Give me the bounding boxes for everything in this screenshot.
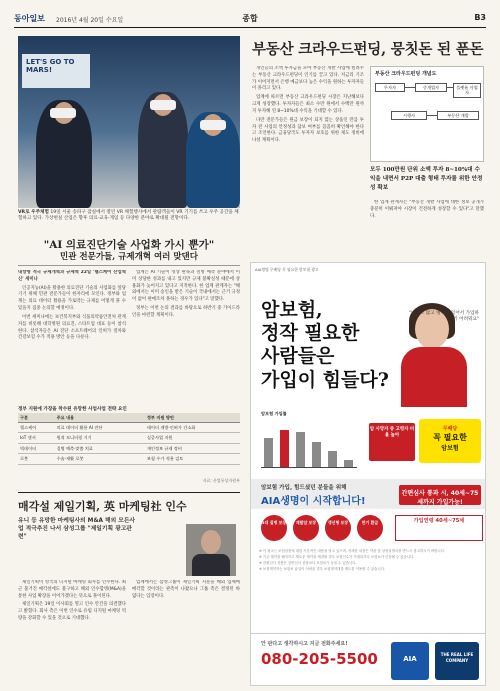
left-story-col1 xyxy=(18,270,126,402)
paragraph: 개인들의 소액 투자금을 모아 부동산 개발 사업에 빌려주는 부동산 크라우드펀딩이 인기를 끌고 있다. 저금리 기조가 이어지면서 은행 예금보다 높은 수익을 원하는 투자자들이 몰리고 있다. xyxy=(252,66,364,92)
bottom-story-col1 xyxy=(18,580,126,684)
crowdfunding-diagram xyxy=(370,66,484,162)
paragraph: 업계에 따르면 부동산 크라우드펀딩 시장은 지난해보다 크게 성장했다. 투자자들은 최소 수만 원에서 수백만 원까지 투자해 연 8~10%대 수익을 기대할 수 있다. xyxy=(252,95,364,114)
paragraph: 제일기획이 영국의 디지털 마케팅 회사를 인수한다. 최근 불거진 매각설에도 불구하고 해외 인수합병(M&A)을 통한 사업 확장을 이어가겠다는 뜻으로 풀이된다. xyxy=(18,580,126,599)
table-cell: 개인정보 규제 정비 xyxy=(145,443,240,453)
table-header: 구분 xyxy=(18,413,55,423)
table-cell: 헬스케어 xyxy=(18,423,55,433)
benefit-circle: 만기 환급 xyxy=(357,515,383,541)
fine-print xyxy=(259,549,481,573)
table-cell: 데이터 개방·인허가 간소화 xyxy=(145,423,240,433)
chart-bar xyxy=(344,460,353,467)
newspaper-brand: 동아일보 xyxy=(14,13,45,23)
fine-line: ※ 보험계약자는 보험료 납입이 어려울 경우 보험계약대출 제도를 이용할 수 있습니다. xyxy=(259,567,386,572)
chart-bar xyxy=(312,442,321,467)
paragraph: 정부는 이번 논의 결과를 바탕으로 하반기 중 가이드라인을 마련할 계획이다. xyxy=(132,306,240,318)
chart-bar xyxy=(328,451,337,467)
ad-band xyxy=(251,479,486,509)
chart-bar xyxy=(280,430,289,467)
bottom-story-col2 xyxy=(132,580,240,684)
fine-line: ※ 기존 계약을 해지하고 새로운 계약을 체결할 경우 보험인수가 거절되거나 보험료가 인상될 수 있습니다. xyxy=(259,555,415,560)
left-story-col2 xyxy=(132,270,240,402)
table-row xyxy=(18,454,240,464)
chart-title: 암보험 가입률 xyxy=(261,411,287,416)
paragraph: 업계에서는 삼성그룹이 제일기획 지분을 해외 업체에 매각할 것이라는 관측이 나왔으나 그룹 측은 결정된 바 없다는 입장이다. xyxy=(132,580,240,599)
paragraph: 인공지능(AI)을 활용한 의료진단 기술의 사업화를 앞당기기 위해 민관 전문가들이 한자리에 모인다. 정부와 업계는 의료 데이터 활용을 가로막는 규제를 어떻게 풀 수 있을지 집중 논의할 예정이다. xyxy=(18,285,126,312)
right-highlight: 모두 100만원 단위 소액 투자 8~10%대 수익을 내면서 P2P 대출 형태 투자를 위한 안정성 확보 xyxy=(370,167,483,191)
footer-label: 안 판다고 생각하시고 지금 전화주세요! xyxy=(261,641,348,647)
paragraph: 업계는 AI 기술이 영상 판독과 질병 예측 분야에서 이미 상당한 성과를 내고 있지만 규제 불확실성 때문에 상용화가 늦어지고 있다고 지적한다. 한 업계 관계자는 "해외에서는 이미 승인을 받은 기술이 국내에서는 근거 규정이 없어 판매조차 못하는 경우가 있다"고 말했다. xyxy=(132,270,240,303)
product-suffix: 암보험 xyxy=(441,445,459,452)
table-cell: IoT 센서 xyxy=(18,433,55,443)
table-row xyxy=(18,433,240,443)
benefit-circle: 갱신형 보장 xyxy=(325,515,351,541)
ad-headline-line: 가입이 힘들다? xyxy=(261,368,389,391)
bottom-subhead: 유니 등 유망한 마케팅사의 M&A 해외 모든사업 적극추진 나서 삼성그룹 "제일기획 광고관련" xyxy=(18,518,136,540)
vr-photo xyxy=(18,36,240,208)
table-cell: 질병 예측·맞춤 치료 xyxy=(55,443,145,453)
paragraph: 이번 세미나에는 보건복지부와 식품의약품안전처 관계자를 비롯해 대학병원 의료진, 스타트업 대표 등이 참석한다. 참석자들은 AI 진단 소프트웨어의 인허가 절차와 건강보험 수가 적용 방안 등을 다룬다. xyxy=(18,314,126,341)
table-title: 정부 지원에 가장을 착수된 유망한 사업사업 전략 요인 xyxy=(18,407,127,412)
diagram-node: 부동산 개발 xyxy=(437,111,479,120)
right-story-col2 xyxy=(370,200,484,256)
table-cell: 로봇 xyxy=(18,454,55,464)
product-logo xyxy=(419,419,481,463)
diagram-node: 플랫폼 사업자 xyxy=(453,83,481,98)
ad-footer xyxy=(251,633,486,686)
divider xyxy=(18,265,240,266)
table-cell: 의료 데이터 활용 AI 진단 xyxy=(55,423,145,433)
aia-logo: AIA xyxy=(391,642,429,680)
paragraph: 제일기획은 19일 이사회를 열고 인수 안건을 의결했다고 밝혔다. 회사 측은 이번 인수로 유럽 디지털 마케팅 역량을 강화할 수 있을 것으로 기대했다. xyxy=(18,602,126,622)
data-table xyxy=(18,413,240,465)
table-header-row xyxy=(18,413,240,423)
vr-headset xyxy=(50,108,76,118)
ad-headline-line: 암보험, xyxy=(261,299,323,321)
diagram-node: 시행사 xyxy=(391,111,427,120)
chart-bar xyxy=(264,438,273,467)
band-line1: 암보험 가입, 힘드셨던 분들을 위해 xyxy=(261,485,347,491)
table-cell: 빅데이터 xyxy=(18,443,55,453)
vr-headset xyxy=(150,100,176,110)
photo-sign: LET'S GO TO MARS! xyxy=(22,54,90,88)
ad-chart xyxy=(261,411,357,473)
paragraph: 다만 전문가들은 원금 보장이 되지 않는 상품인 만큼 투자 전 사업의 안정성과 담보 여부를 꼼꼼히 확인해야 한다고 조언한다. 금융당국도 투자자 보호를 위한 제도 정비에 나설 계획이다. xyxy=(252,117,364,144)
band-line2: AIA생명이 시작합니다! xyxy=(261,496,366,507)
diagram-arrow xyxy=(405,87,415,88)
diagram-title: 부동산 크라우드펀딩 개념도 xyxy=(375,71,437,77)
model-clothes xyxy=(401,347,467,407)
vr-headset xyxy=(200,120,226,130)
ad-headline-line: 정작 필요한 xyxy=(261,322,360,345)
chart-bar xyxy=(296,432,305,467)
ad-headline xyxy=(261,299,389,392)
product-pre: 무배당 xyxy=(442,426,458,432)
benefit-circle: 3대 질병 보장 xyxy=(261,515,287,541)
left-subhead: 민관 전문가들, 규제개혁 여러 맞댄다 xyxy=(60,252,198,263)
band-cta[interactable]: 간편심사 통과 시, 40세~75세까지 가입가능! xyxy=(399,485,481,505)
divider xyxy=(18,492,240,493)
ad-quote: "나이도 많고 병력이 있어서 가입하기 어려워요" xyxy=(408,311,479,323)
table-cell: 보험 수가 적용 검토 xyxy=(145,454,240,464)
table-row xyxy=(18,423,240,433)
table-cell: 수술·재활 로봇 xyxy=(55,454,145,464)
ad-headline-line: 사람들은 xyxy=(261,345,335,368)
masthead xyxy=(14,8,486,28)
right-story-col1 xyxy=(252,66,364,256)
benefit-circles xyxy=(261,515,391,543)
section-title: 종합 xyxy=(242,14,258,23)
caption-title: VR로 우주체험 xyxy=(18,210,49,215)
bottom-headline: 매각설 제일기획, 英 마케팅社 인수 xyxy=(18,500,187,513)
table-row xyxy=(18,443,240,453)
left-kicker: 내향형 적극 규제개혁과 규제혁 22일 '헬스케어 산업혁신' 세미나 xyxy=(18,270,126,282)
table-cell: 원격 모니터링 기기 xyxy=(55,433,145,443)
issue-date: 2016년 4월 20일 수요일 xyxy=(56,17,124,24)
benefit-circle: 재발암 보장 xyxy=(293,515,319,541)
table-header: 주요 내용 xyxy=(55,413,145,423)
diagram-node: 투자자 xyxy=(375,83,405,92)
caption-text: 19일 서울 송파구 잠실에서 열린 VR 체험행사에서 관람객들이 VR 기기를 쓰고 우주 공간을 체험하고 있다. 가상현실 산업은 향후 의료·교육·게임 등 다양한 분야로 확대될 전망이다. xyxy=(18,210,239,222)
paragraph: 한 업계 관계자는 "부동산 개발 사업에 대한 정보 공개가 충분히 이뤄져야 시장이 건전하게 성장할 수 있다"고 말했다. xyxy=(370,200,484,219)
ad-badge: 암 사망자 중 고령자 비율 높아 xyxy=(369,423,415,461)
table-cell: 실증사업 지원 xyxy=(145,433,240,443)
product-name: 꼭 필요한 xyxy=(433,433,467,442)
fine-line: ※ 이 광고는 보험상품에 대한 기본적인 내용을 담고 있으며, 자세한 내용은 약관 및 상품설명서를 반드시 참고하시기 바랍니다. xyxy=(259,549,446,553)
reporter-photo xyxy=(186,524,236,576)
ad-topnote: AIA생명 무배당 꼭 필요한 암보험 광고 xyxy=(255,267,319,272)
chart-bars xyxy=(261,418,357,468)
diagram-node: 중개업자 xyxy=(415,83,447,92)
page-number: B3 xyxy=(474,13,486,22)
table-source: 자료: 산업통상자원부 xyxy=(202,478,240,483)
insurance-ad[interactable] xyxy=(250,262,486,686)
phone-number[interactable]: 080-205-5500 xyxy=(261,650,378,668)
reporter-face xyxy=(201,530,221,554)
right-headline: 부동산 크라우드펀딩, 뭉칫돈 된 푼돈 xyxy=(252,41,484,58)
age-limit: 가입연령 40세~75세 xyxy=(395,515,483,541)
left-headline: "AI 의료진단기술 사업화 가시 뿐가" xyxy=(43,239,215,251)
table-header: 정부 지원 방안 xyxy=(145,413,240,423)
fine-line: ※ 간편심사 상품은 일반심사 상품보다 보험료가 높을 수 있습니다. xyxy=(259,561,357,566)
left-headline-block xyxy=(18,238,240,264)
diagram-arrow xyxy=(427,115,437,116)
photo-caption xyxy=(18,210,240,222)
brand-slogan-logo: THE REAL LIFE COMPANY xyxy=(435,642,479,680)
reporter-suit xyxy=(192,554,230,576)
